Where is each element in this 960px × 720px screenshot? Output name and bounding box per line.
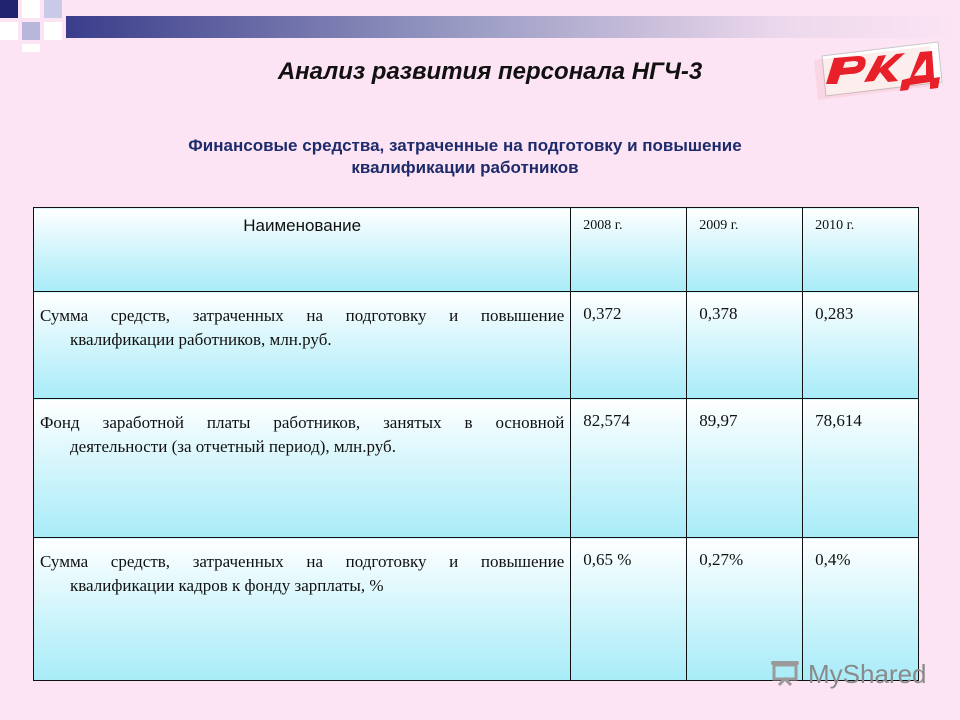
cell-2010: 0,283 xyxy=(803,292,919,399)
rzd-logo-icon xyxy=(808,38,950,100)
watermark-text: MyShared xyxy=(808,658,927,689)
slide-subtitle xyxy=(90,135,840,179)
decor-square xyxy=(0,22,18,40)
header-name: Наименование xyxy=(34,208,571,292)
header-2008: 2008 г. xyxy=(571,208,687,292)
row-label xyxy=(34,292,571,399)
decor-square xyxy=(22,0,40,18)
decor-square xyxy=(44,0,62,18)
decor-square xyxy=(44,22,62,40)
cell-2008: 0,372 xyxy=(571,292,687,399)
decor-square xyxy=(0,0,18,18)
presentation-board-icon xyxy=(768,659,802,689)
slide-title: Анализ развития персонала НГЧ-3 xyxy=(277,58,703,85)
row-label-line-2: квалификации работников, млн.руб. xyxy=(70,330,332,349)
finance-table xyxy=(33,207,919,681)
row-label xyxy=(34,538,571,681)
row-label-line-2: деятельности (за отчетный период), млн.руб. xyxy=(70,437,396,456)
cell-2010: 78,614 xyxy=(803,399,919,538)
table-row xyxy=(34,292,919,399)
cell-2009: 0,378 xyxy=(687,292,803,399)
row-label-line-1: Сумма средств, затраченных на подготовку и повышение xyxy=(40,552,565,571)
watermark xyxy=(768,656,928,692)
cell-2009: 89,97 xyxy=(687,399,803,538)
header-2010: 2010 г. xyxy=(803,208,919,292)
decor-gradient-bar xyxy=(66,16,960,38)
row-label-line-1: Сумма средств, затраченных на подготовку и повышение xyxy=(40,306,565,325)
table-header-row xyxy=(34,208,919,292)
rzd-logo xyxy=(808,38,950,100)
row-label xyxy=(34,399,571,538)
row-label-line-2: квалификации кадров к фонду зарплаты, % xyxy=(70,576,384,595)
table-row xyxy=(34,399,919,538)
decor-square xyxy=(22,44,40,52)
cell-2008: 0,65 % xyxy=(571,538,687,681)
cell-2009: 0,27% xyxy=(687,538,803,681)
header-2009: 2009 г. xyxy=(687,208,803,292)
decor-square xyxy=(22,22,40,40)
row-label-line-1: Фонд заработной платы работников, занятых в основной xyxy=(40,413,565,432)
subtitle-line-1: Финансовые средства, затраченные на подготовку и повышение xyxy=(188,136,742,155)
subtitle-line-2: квалификации работников xyxy=(351,158,579,177)
cell-2008: 82,574 xyxy=(571,399,687,538)
cell-2010: 0,4% xyxy=(803,538,919,681)
